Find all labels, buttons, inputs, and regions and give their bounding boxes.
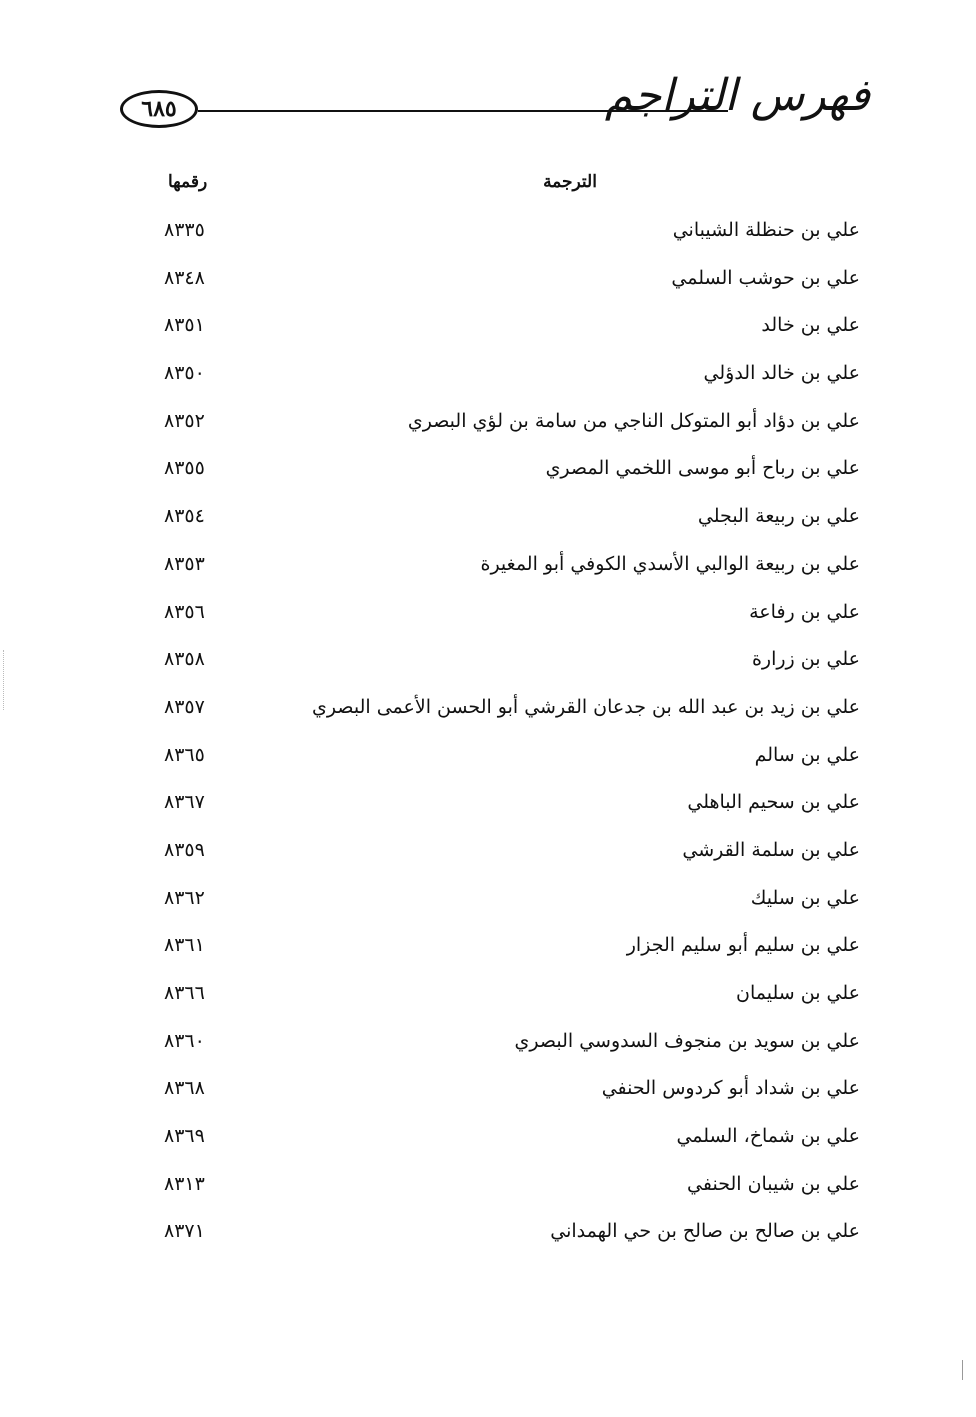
entry-name: علي بن خالد: [761, 314, 860, 337]
entry-name: علي بن حنظلة الشيباني: [672, 219, 860, 241]
scan-edge-mark: [962, 1360, 963, 1380]
entry-number: ٨٣٦٨: [164, 1077, 205, 1100]
entry-name: علي بن سويد بن منجوف السدوسي البصري: [514, 1029, 860, 1052]
entry-number: ٨٣٥٠: [164, 362, 205, 385]
index-entry: [0, 883, 976, 931]
index-entry: [0, 930, 976, 978]
index-entries: [0, 215, 976, 1264]
index-entry: [0, 787, 976, 835]
index-entry: [0, 1026, 976, 1074]
index-entry: [0, 310, 976, 358]
entry-name: علي بن شماخ، السلمي: [676, 1125, 860, 1148]
page-number: ٦٨٥: [120, 90, 198, 128]
entry-name: علي بن سالم: [754, 743, 860, 766]
entry-name: علي بن رباح أبو موسى اللخمي المصري: [545, 457, 860, 480]
entry-number: ٨٣٥٣: [164, 552, 205, 575]
index-entry: [0, 978, 976, 1026]
index-entry: [0, 740, 976, 788]
entry-number: ٨٣١٣: [164, 1172, 205, 1195]
entry-name: علي بن سلمة القرشي: [682, 838, 860, 861]
entry-number: ٨٣٥٩: [164, 838, 205, 861]
index-entry: [0, 597, 976, 645]
entry-number: ٨٣٥٤: [164, 505, 205, 528]
column-heading-number: رقمها: [168, 172, 208, 192]
index-entry: [0, 1073, 976, 1121]
entry-number: ٨٣٣٥: [164, 219, 205, 241]
index-entry: [0, 263, 976, 311]
entry-name: علي بن حوشب السلمي: [671, 266, 860, 289]
entry-number: ٨٣٥١: [164, 314, 205, 337]
entry-name: علي بن ربيعة البجلي: [697, 505, 860, 528]
entry-number: ٨٣٥٦: [164, 600, 205, 623]
entry-name: علي بن سليمان: [736, 982, 860, 1004]
entry-number: ٨٣٦٧: [164, 791, 205, 814]
index-entry: [0, 692, 976, 740]
entry-number: ٨٣٦٥: [164, 743, 205, 766]
entry-name: علي بن سليك: [750, 886, 860, 909]
entry-number: ٨٣٦٢: [164, 886, 205, 909]
column-headings: [0, 170, 976, 200]
entry-number: ٨٣٦١: [164, 934, 205, 957]
index-entry: [0, 1216, 976, 1264]
entry-name: علي بن زيد بن عبد الله بن جدعان القرشي أبو الحسن الأعمى البصري: [312, 695, 860, 718]
index-entry: [0, 835, 976, 883]
index-entry: [0, 1121, 976, 1169]
entry-name: علي بن صالح بن صالح بن حي الهمداني: [550, 1220, 860, 1243]
entry-number: ٨٣٧١: [164, 1220, 205, 1243]
index-entry: [0, 501, 976, 549]
entry-name: علي بن زرارة: [751, 648, 860, 671]
entry-number: ٨٣٦٦: [164, 982, 205, 1004]
entry-name: علي بن شداد أبو كردوس الحنفي: [601, 1077, 860, 1100]
index-entry: [0, 644, 976, 692]
entry-number: ٨٣٥٥: [164, 457, 205, 480]
entry-name: علي بن رفاعة: [749, 600, 860, 623]
index-entry: [0, 358, 976, 406]
entry-number: ٨٣٥٧: [164, 695, 205, 718]
entry-name: علي بن دؤاد أبو المتوكل الناجي من سامة بن لؤي البصري: [407, 409, 860, 432]
entry-name: علي بن سحيم الباهلي: [687, 791, 860, 814]
entry-number: ٨٣٦٩: [164, 1125, 205, 1148]
page-title: فهرس التراجم: [604, 70, 870, 121]
column-heading-name: الترجمة: [543, 172, 597, 192]
entry-number: ٨٣٦٠: [164, 1029, 205, 1052]
entry-name: علي بن خالد الدؤلي: [703, 362, 860, 385]
index-entry: [0, 1169, 976, 1217]
index-entry: [0, 453, 976, 501]
index-entry: [0, 215, 976, 263]
entry-number: ٨٣٥٨: [164, 648, 205, 671]
entry-name: علي بن ربيعة الوالبي الأسدي الكوفي أبو المغيرة: [480, 552, 860, 575]
index-entry: [0, 406, 976, 454]
entry-number: ٨٣٤٨: [164, 266, 205, 289]
entry-name: علي بن سليم أبو سليم الجزار: [626, 934, 860, 957]
scan-edge-mark: [3, 650, 4, 710]
entry-name: علي بن شيبان الحنفي: [687, 1172, 860, 1195]
index-entry: [0, 549, 976, 597]
page-header: [110, 70, 870, 160]
entry-number: ٨٣٥٢: [164, 409, 205, 432]
